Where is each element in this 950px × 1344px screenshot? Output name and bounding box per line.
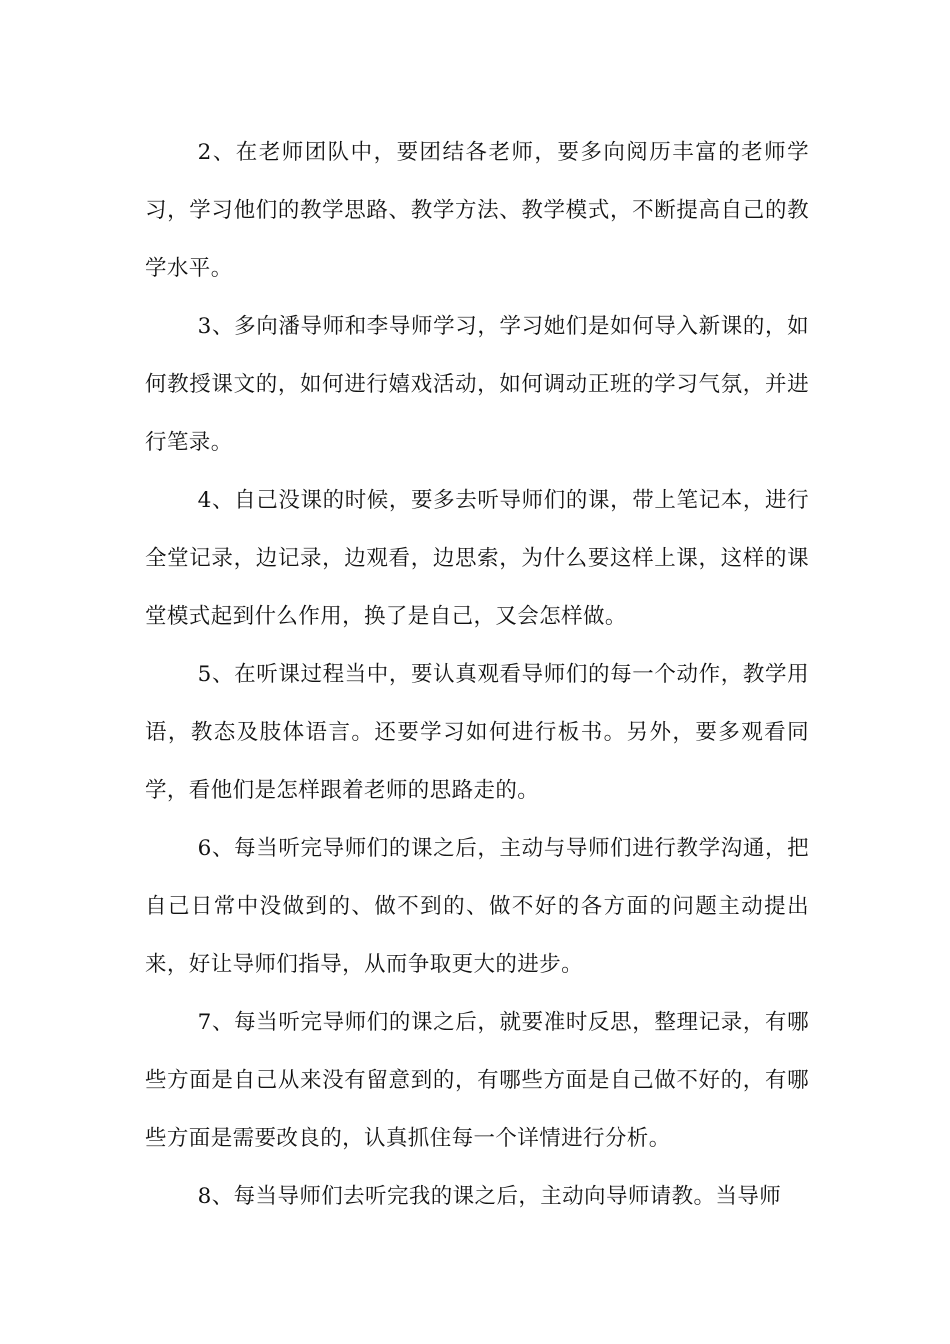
paragraph-item-3: 3、多向潘导师和李导师学习，学习她们是如何导入新课的，如何教授课文的，如何进行嬉戏活动，如何调动正班的学习气氛，并进行笔录。 — [145, 314, 809, 455]
paragraph-item-8: 8、每当导师们去听完我的课之后，主动向导师请教。当导师 — [197, 1184, 782, 1209]
paragraph-item-4: 4、自己没课的时候，要多去听导师们的课，带上笔记本，进行全堂记录，边记录，边观看，边思索，为什么要这样上课，这样的课堂模式起到什么作用，换了是自己，又会怎样做。 — [145, 488, 809, 629]
paragraph-item-2: 2、在老师团队中，要团结各老师，要多向阅历丰富的老师学习，学习他们的教学思路、教学方法、教学模式，不断提高自己的教学水平。 — [145, 140, 809, 281]
paragraph-item-6: 6、每当听完导师们的课之后，主动与导师们进行教学沟通，把自己日常中没做到的、做不到的、做不好的各方面的问题主动提出来，好让导师们指导，从而争取更大的进步。 — [145, 836, 809, 977]
paragraph-item-5: 5、在听课过程当中，要认真观看导师们的每一个动作，教学用语，教态及肢体语言。还要学习如何进行板书。另外，要多观看同学，看他们是怎样跟着老师的思路走的。 — [145, 662, 809, 803]
document-body — [145, 124, 809, 1226]
paragraph-item-7: 7、每当听完导师们的课之后，就要准时反思，整理记录，有哪些方面是自己从来没有留意到的，有哪些方面是自己做不好的，有哪些方面是需要改良的，认真抓住每一个详情进行分析。 — [145, 1010, 809, 1151]
